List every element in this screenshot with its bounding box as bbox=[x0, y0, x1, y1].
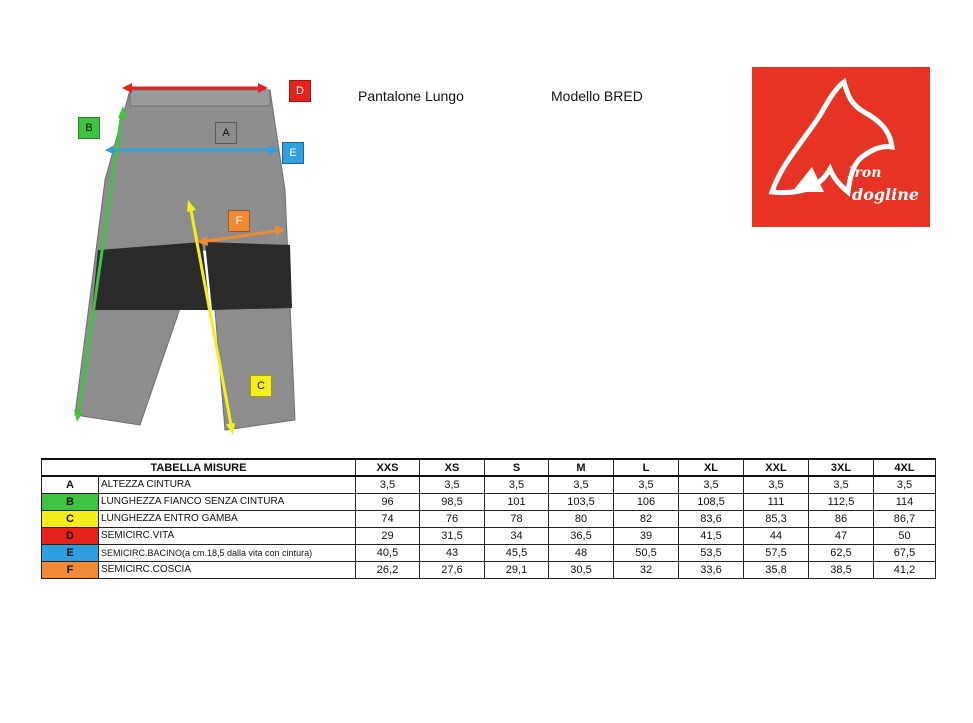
logo-text-line1: Iron bbox=[848, 165, 882, 181]
product-name: Pantalone Lungo bbox=[358, 88, 464, 104]
table-cell: 111 bbox=[744, 493, 809, 510]
table-cell: 106 bbox=[614, 493, 679, 510]
size-header: XXL bbox=[744, 459, 809, 476]
table-row bbox=[42, 527, 936, 544]
row-key: E bbox=[42, 544, 99, 561]
table-row bbox=[42, 476, 936, 493]
table-cell: 3,5 bbox=[614, 476, 679, 493]
table-cell: 50,5 bbox=[614, 544, 679, 561]
size-table bbox=[41, 458, 936, 579]
size-header: L bbox=[614, 459, 679, 476]
model-name: Modello BRED bbox=[551, 88, 643, 104]
table-cell: 41,5 bbox=[679, 527, 744, 544]
table-cell: 40,5 bbox=[356, 544, 420, 561]
table-cell: 86 bbox=[809, 510, 874, 527]
table-cell: 53,5 bbox=[679, 544, 744, 561]
table-cell: 80 bbox=[549, 510, 614, 527]
row-key: F bbox=[42, 561, 99, 578]
table-title: TABELLA MISURE bbox=[42, 459, 356, 476]
table-cell: 3,5 bbox=[744, 476, 809, 493]
row-key: C bbox=[42, 510, 99, 527]
tag-d: D bbox=[289, 80, 311, 102]
table-cell: 36,5 bbox=[549, 527, 614, 544]
table-cell: 3,5 bbox=[809, 476, 874, 493]
table-cell: 48 bbox=[549, 544, 614, 561]
table-cell: 3,5 bbox=[356, 476, 420, 493]
table-cell: 82 bbox=[614, 510, 679, 527]
brand-logo bbox=[752, 67, 930, 227]
size-header: XS bbox=[420, 459, 485, 476]
table-cell: 35,8 bbox=[744, 561, 809, 578]
table-row bbox=[42, 493, 936, 510]
row-key: B bbox=[42, 493, 99, 510]
table-cell: 85,3 bbox=[744, 510, 809, 527]
table-cell: 83,6 bbox=[679, 510, 744, 527]
table-cell: 38,5 bbox=[809, 561, 874, 578]
table-cell: 3,5 bbox=[549, 476, 614, 493]
table-cell: 62,5 bbox=[809, 544, 874, 561]
table-row bbox=[42, 544, 936, 561]
table-cell: 112,5 bbox=[809, 493, 874, 510]
table-cell: 101 bbox=[485, 493, 549, 510]
table-cell: 3,5 bbox=[485, 476, 549, 493]
table-cell: 39 bbox=[614, 527, 679, 544]
table-cell: 30,5 bbox=[549, 561, 614, 578]
table-cell: 34 bbox=[485, 527, 549, 544]
table-cell: 50 bbox=[874, 527, 936, 544]
table-cell: 44 bbox=[744, 527, 809, 544]
table-cell: 108,5 bbox=[679, 493, 744, 510]
table-cell: 26,2 bbox=[356, 561, 420, 578]
table-cell: 86,7 bbox=[874, 510, 936, 527]
row-description: LUNGHEZZA FIANCO SENZA CINTURA bbox=[99, 493, 356, 510]
table-cell: 47 bbox=[809, 527, 874, 544]
row-description: LUNGHEZZA ENTRO GAMBA bbox=[99, 510, 356, 527]
table-cell: 3,5 bbox=[420, 476, 485, 493]
tag-b: B bbox=[78, 117, 100, 139]
table-cell: 27,6 bbox=[420, 561, 485, 578]
size-header: XL bbox=[679, 459, 744, 476]
pants-measurement-figure bbox=[60, 70, 380, 440]
table-cell: 76 bbox=[420, 510, 485, 527]
table-cell: 3,5 bbox=[679, 476, 744, 493]
table-cell: 96 bbox=[356, 493, 420, 510]
size-header: 3XL bbox=[809, 459, 874, 476]
row-description: SEMICIRC.BACINO(a cm.18,5 dalla vita con cintura) bbox=[99, 544, 356, 561]
table-row bbox=[42, 561, 936, 578]
table-cell: 67,5 bbox=[874, 544, 936, 561]
row-description: ALTEZZA CINTURA bbox=[99, 476, 356, 493]
table-cell: 41,2 bbox=[874, 561, 936, 578]
size-header: S bbox=[485, 459, 549, 476]
size-header: M bbox=[549, 459, 614, 476]
table-cell: 43 bbox=[420, 544, 485, 561]
row-key: A bbox=[42, 476, 99, 493]
row-description: SEMICIRC.COSCIA bbox=[99, 561, 356, 578]
row-key: D bbox=[42, 527, 99, 544]
logo-text-line2: dogline bbox=[852, 185, 920, 204]
table-cell: 103,5 bbox=[549, 493, 614, 510]
table-cell: 78 bbox=[485, 510, 549, 527]
table-cell: 114 bbox=[874, 493, 936, 510]
table-cell: 74 bbox=[356, 510, 420, 527]
table-row bbox=[42, 510, 936, 527]
table-cell: 45,5 bbox=[485, 544, 549, 561]
tag-a: A bbox=[215, 122, 237, 144]
tag-c: C bbox=[250, 375, 272, 397]
table-cell: 57,5 bbox=[744, 544, 809, 561]
table-cell: 32 bbox=[614, 561, 679, 578]
row-description: SEMICIRC.VITA bbox=[99, 527, 356, 544]
table-cell: 98,5 bbox=[420, 493, 485, 510]
table-cell: 29 bbox=[356, 527, 420, 544]
size-header: 4XL bbox=[874, 459, 936, 476]
table-cell: 3,5 bbox=[874, 476, 936, 493]
table-cell: 33,6 bbox=[679, 561, 744, 578]
table-cell: 31,5 bbox=[420, 527, 485, 544]
tag-e: E bbox=[282, 142, 304, 164]
tag-f: F bbox=[228, 210, 250, 232]
table-cell: 29,1 bbox=[485, 561, 549, 578]
table-header-row bbox=[42, 459, 936, 476]
size-header: XXS bbox=[356, 459, 420, 476]
